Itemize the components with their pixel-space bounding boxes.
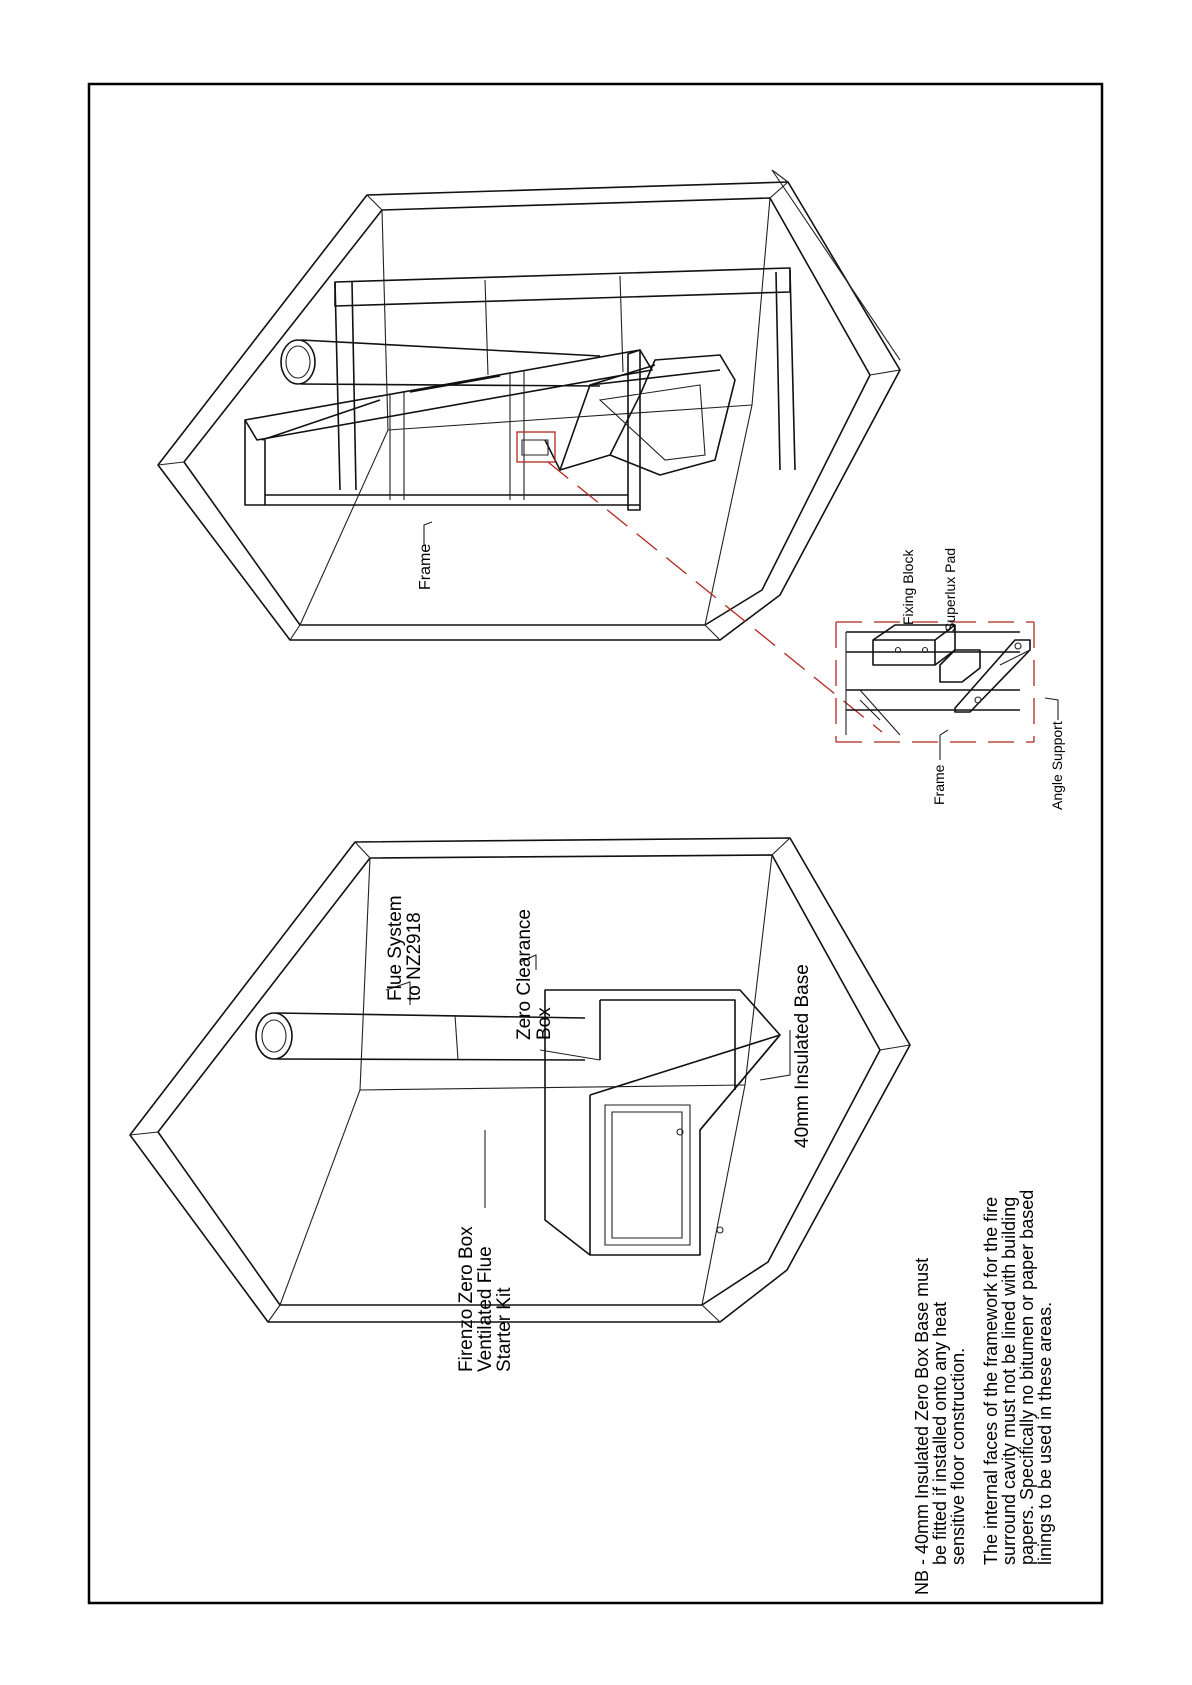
label-frame-detail: Frame bbox=[931, 764, 947, 805]
label-zero-clearance-1: Zero Clearance bbox=[514, 909, 535, 1040]
note-nb-line2: be fitted if installed onto any heat bbox=[930, 1301, 950, 1565]
label-superlux-pad: Superlux Pad bbox=[942, 547, 958, 632]
label-firenzo-2: Ventilated Flue bbox=[475, 1246, 496, 1372]
label-frame-top: Frame bbox=[417, 543, 434, 590]
note-internal-line3: papers. Specifically no bitumen or paper based bbox=[1017, 1189, 1037, 1565]
note-internal-line1: The internal faces of the framework for the fire bbox=[981, 1196, 1001, 1565]
note-internal-line2: surround cavity must not be lined with building bbox=[999, 1196, 1019, 1565]
fixing-detail-drawing bbox=[836, 622, 1034, 742]
note-nb-line1: NB - 40mm Insulated Zero Box Base must bbox=[912, 1257, 932, 1595]
label-fixing-block: Fixing Block bbox=[900, 549, 916, 625]
label-angle-support: Angle Support bbox=[1049, 721, 1065, 810]
framed-enclosure-drawing bbox=[158, 170, 900, 640]
label-firenzo-3: Starter Kit bbox=[494, 1287, 515, 1372]
label-insulated-base: 40mm Insulated Base bbox=[792, 964, 813, 1148]
note-internal-line4: linings to be used in these areas. bbox=[1035, 1301, 1055, 1565]
detail-callout-leader bbox=[548, 462, 882, 732]
label-flue-system-2: to NZ2918 bbox=[404, 912, 425, 1001]
label-zero-clearance-2: Box bbox=[534, 1007, 555, 1040]
label-flue-system-1: Flue System bbox=[385, 895, 406, 1001]
label-firenzo-1: Firenzo Zero Box bbox=[456, 1226, 477, 1372]
note-nb-line3: sensitive floor construction. bbox=[948, 1347, 968, 1565]
